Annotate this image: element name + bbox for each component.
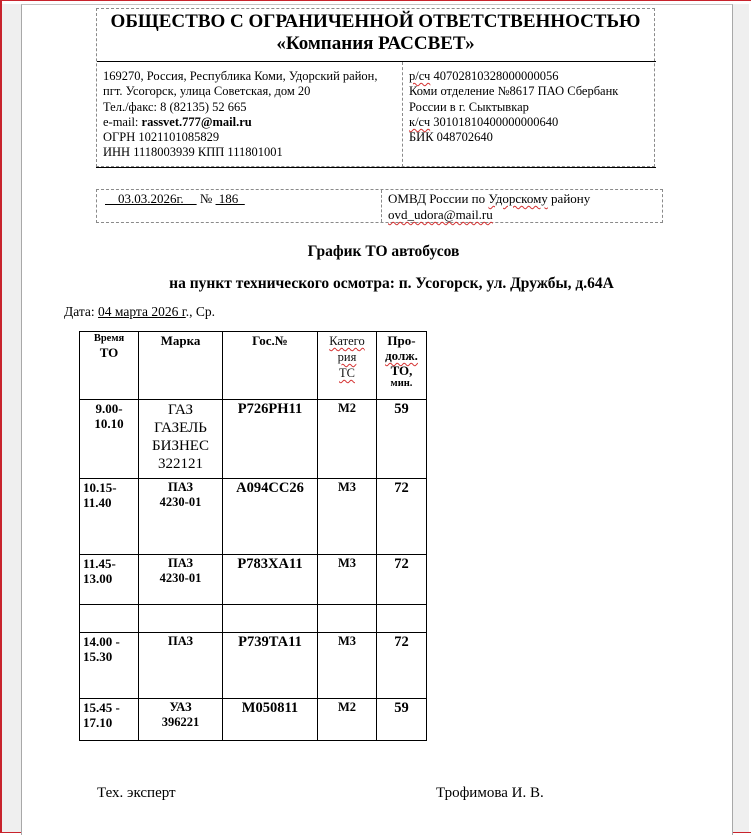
brand-l2: 396221	[161, 714, 200, 729]
cell-category: М2	[318, 699, 377, 741]
account-line	[409, 69, 649, 84]
table-row	[80, 699, 427, 741]
recipient-email[interactable]: ovd_udora@mail.ru	[388, 207, 493, 222]
table-row	[80, 555, 427, 605]
brand-l1: ПАЗ	[167, 556, 194, 570]
time-start: 9.00-	[95, 401, 123, 416]
time-end: 10.10	[94, 416, 124, 431]
brand-l2: ГАЗЕЛЬ	[154, 420, 207, 436]
brand-l1: ПАЗ	[167, 634, 194, 648]
cell-brand	[139, 633, 223, 699]
date-line	[64, 304, 215, 320]
brand-l1: ГАЗ	[167, 402, 193, 418]
cell-plate: М050811	[223, 699, 318, 741]
cell-brand	[139, 605, 223, 633]
ref-number-label: №	[196, 191, 216, 206]
recipient-name	[388, 191, 590, 207]
cell-plate: Р726РН11	[223, 400, 318, 479]
date-label: Дата:	[64, 304, 99, 319]
header-time	[80, 332, 139, 400]
recipient-suffix: району	[547, 191, 591, 206]
header-category-l1: Катего	[329, 334, 365, 348]
outgoing-ref	[105, 191, 245, 207]
bik: БИК 048702640	[409, 130, 493, 145]
corr-account-number: 30101810400000000640	[430, 114, 559, 129]
account-prefix: р/сч	[409, 69, 431, 83]
header-divider-bottom	[96, 167, 656, 168]
ref-number: 186	[215, 191, 245, 206]
right-gutter	[732, 4, 749, 832]
header-duration-l2: долж.	[385, 348, 418, 363]
time-end: 11.40	[83, 495, 112, 510]
time-end: 13.00	[83, 571, 113, 586]
phone: Тел./факс: 8 (82135) 52 665	[103, 99, 247, 114]
recipient-email-line	[388, 207, 590, 223]
time-end: 15.30	[83, 649, 113, 664]
brand-l2: 4230-01	[159, 570, 202, 585]
bank-line2: России в г. Сыктывкар	[409, 99, 529, 114]
date-suffix: ., Ср.	[185, 304, 216, 319]
header-time-l2: ТО	[99, 345, 119, 360]
document-title: График ТО автобусов	[307, 243, 460, 260]
header-category-l3: ТС	[339, 366, 355, 380]
cell-duration: 59	[377, 699, 427, 741]
cell-category: М3	[318, 555, 377, 605]
cell-time	[80, 555, 139, 605]
brand-l2: 4230-01	[159, 494, 202, 509]
brand-l1: УАЗ	[169, 700, 192, 714]
reference-block	[96, 189, 663, 223]
signature-role: Тех. эксперт	[97, 785, 176, 801]
cell-time	[80, 400, 139, 479]
time-start: 15.45 -	[83, 700, 120, 715]
left-gutter	[2, 4, 21, 832]
cell-category: М2	[318, 400, 377, 479]
corr-prefix: к/сч	[409, 114, 431, 129]
cell-plate: Р783ХА11	[223, 555, 318, 605]
bank-details	[409, 69, 649, 145]
cell-time	[80, 633, 139, 699]
cell-brand	[139, 699, 223, 741]
cell-plate: А094СС26	[223, 479, 318, 555]
header-duration	[377, 332, 427, 400]
table-row	[80, 479, 427, 555]
corr-account-line	[409, 115, 649, 130]
time-start: 11.45-	[83, 556, 116, 571]
header-category-l2: рия	[337, 350, 357, 364]
company-title	[97, 9, 654, 63]
date-value: 04 марта 2026 г	[98, 304, 186, 319]
header-duration-l3: ТО,	[390, 363, 413, 378]
email-link[interactable]: rassvet.777@mail.ru	[141, 114, 252, 129]
cell-duration: 72	[377, 479, 427, 555]
cell-duration: 72	[377, 633, 427, 699]
table-row	[80, 633, 427, 699]
email-label: e-mail:	[103, 114, 142, 129]
cell-plate: Р739ТА11	[223, 633, 318, 699]
recipient-district: Удорскому	[488, 191, 548, 206]
cell-category: М3	[318, 633, 377, 699]
cell-category	[318, 605, 377, 633]
cell-time	[80, 605, 139, 633]
cell-time	[80, 479, 139, 555]
document-subtitle: на пункт технического осмотра: п. Усогорск, ул. Дружбы, д.64А	[169, 275, 614, 292]
address-line2: пгт. Усогорск, улица Советская, дом 20	[103, 84, 311, 99]
cell-category: М3	[318, 479, 377, 555]
company-title-line1: ОБЩЕСТВО С ОГРАНИЧЕННОЙ ОТВЕТСТВЕННОСТЬЮ	[110, 11, 641, 32]
table-row	[80, 400, 427, 479]
cell-brand	[139, 555, 223, 605]
header-brand: Марка	[139, 332, 223, 400]
header-plate: Гос.№	[223, 332, 318, 400]
cell-brand	[139, 400, 223, 479]
brand-l3: БИЗНЕС	[152, 438, 209, 454]
signature-name: Трофимова И. В.	[436, 785, 544, 801]
ogrn: ОГРН 1021101085829	[103, 130, 220, 145]
reference-divider	[381, 190, 382, 222]
cell-duration	[377, 605, 427, 633]
table-header-row	[80, 332, 427, 400]
cell-duration: 72	[377, 555, 427, 605]
schedule-table	[79, 331, 427, 741]
bank-line1: Коми отделение №8617 ПАО Сбербанк	[409, 84, 619, 99]
company-name: «Компания РАССВЕТ»	[276, 33, 475, 54]
company-contacts	[103, 69, 401, 161]
header-time-l1: Время	[93, 333, 125, 344]
recipient	[388, 191, 590, 223]
cell-duration: 59	[377, 400, 427, 479]
time-start: 10.15-	[83, 480, 117, 495]
header-duration-l4: мин.	[390, 378, 413, 389]
header-category	[318, 332, 377, 400]
brand-l1: ПАЗ	[167, 480, 194, 494]
cell-time	[80, 699, 139, 741]
table-row-empty	[80, 605, 427, 633]
brand-l4: 322121	[158, 456, 203, 472]
ref-date: 03.03.2026г.	[105, 191, 197, 206]
time-end: 17.10	[83, 715, 113, 730]
header-divider-top	[97, 61, 656, 62]
header-column-divider	[402, 62, 403, 167]
inn-kpp: ИНН 1118003939 КПП 111801001	[103, 145, 283, 160]
time-start: 14.00 -	[83, 634, 120, 649]
company-header-block	[96, 8, 655, 167]
cell-brand	[139, 479, 223, 555]
cell-plate	[223, 605, 318, 633]
account-number: 40702810328000000056	[430, 69, 559, 83]
address-line1: 169270, Россия, Республика Коми, Удорский район,	[103, 69, 378, 83]
email-line	[103, 115, 401, 130]
header-duration-l1: Про-	[387, 333, 416, 348]
recipient-prefix: ОМВД России по	[388, 191, 489, 206]
